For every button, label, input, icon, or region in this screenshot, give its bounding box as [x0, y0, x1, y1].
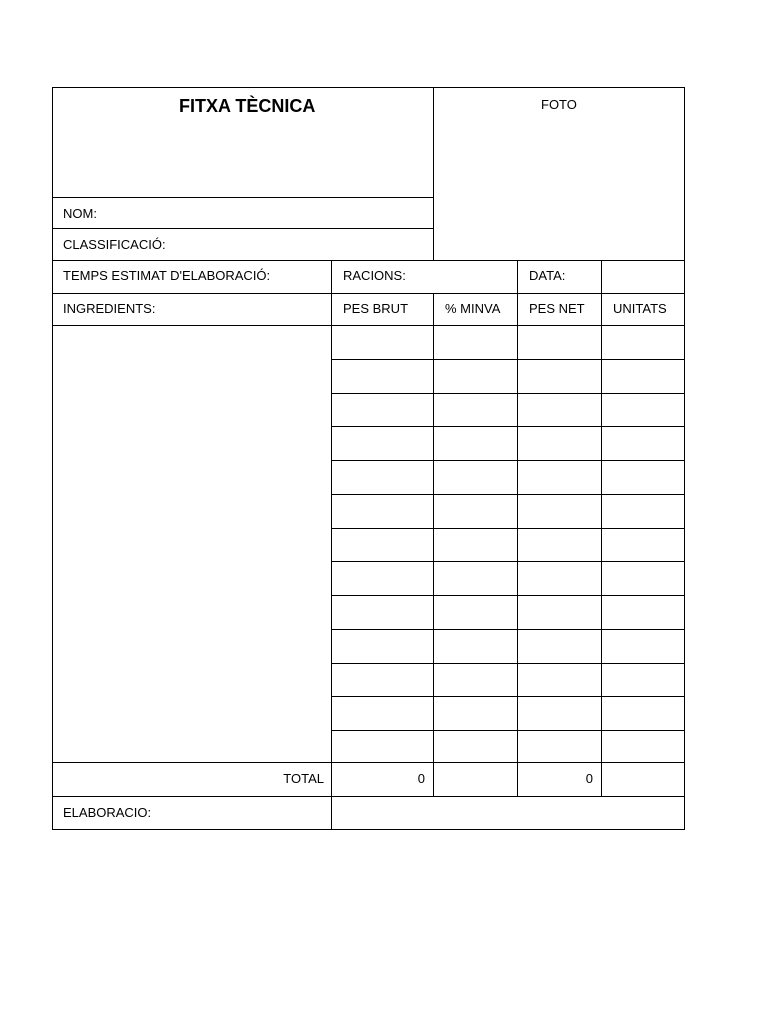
pes-net-cell[interactable]	[517, 426, 602, 461]
ingredients-area[interactable]	[52, 325, 332, 763]
pes-brut-cell[interactable]	[331, 325, 434, 360]
unitats-cell[interactable]	[601, 629, 685, 664]
pes-net-cell[interactable]	[517, 629, 602, 664]
minva-cell[interactable]	[433, 595, 518, 630]
pes-brut-cell[interactable]	[331, 629, 434, 664]
unitats-cell[interactable]	[601, 528, 685, 562]
pes-net-cell[interactable]	[517, 460, 602, 495]
photo-box[interactable]	[433, 87, 685, 261]
nom-field[interactable]	[52, 197, 434, 229]
ingredients-header-label: INGREDIENTS:	[63, 301, 156, 316]
pes-brut-cell[interactable]	[331, 393, 434, 427]
unitats-cell[interactable]	[601, 663, 685, 697]
minva-cell[interactable]	[433, 528, 518, 562]
data-value-cell[interactable]	[601, 260, 685, 294]
total-pes-net: 0	[585, 771, 593, 786]
pes-brut-cell[interactable]	[331, 359, 434, 394]
minva-cell[interactable]	[433, 393, 518, 427]
elaboracio-label: ELABORACIO:	[63, 805, 152, 820]
minva-cell[interactable]	[433, 325, 518, 360]
total-label: TOTAL	[283, 771, 324, 786]
elaboracio-field[interactable]	[331, 796, 685, 830]
unitats-cell[interactable]	[601, 325, 685, 360]
unitats-cell[interactable]	[601, 460, 685, 495]
pes-brut-cell[interactable]	[331, 494, 434, 529]
unitats-cell[interactable]	[601, 696, 685, 731]
unitats-cell[interactable]	[601, 730, 685, 765]
unitats-cell[interactable]	[601, 494, 685, 529]
pes-brut-cell[interactable]	[331, 663, 434, 697]
pes-brut-cell[interactable]	[331, 730, 434, 765]
pes-net-cell[interactable]	[517, 494, 602, 529]
pes-net-cell[interactable]	[517, 359, 602, 394]
pes-net-cell[interactable]	[517, 696, 602, 731]
racions-label: RACIONS:	[343, 268, 406, 283]
temps-label: TEMPS ESTIMAT D'ELABORACIÓ:	[63, 268, 271, 283]
page-title: FITXA TÈCNICA	[179, 96, 316, 116]
pes-net-cell[interactable]	[517, 595, 602, 630]
unitats-cell[interactable]	[601, 393, 685, 427]
pes-brut-cell[interactable]	[331, 426, 434, 461]
minva-header-label: % MINVA	[445, 301, 501, 316]
total-minva-cell	[433, 762, 518, 797]
minva-cell[interactable]	[433, 663, 518, 697]
pes-net-cell[interactable]	[517, 393, 602, 427]
total-pes-brut: 0	[417, 771, 425, 786]
data-label: DATA:	[529, 268, 566, 283]
unitats-cell[interactable]	[601, 426, 685, 461]
minva-cell[interactable]	[433, 426, 518, 461]
pes-brut-cell[interactable]	[331, 561, 434, 596]
nom-label: NOM:	[63, 206, 97, 221]
pes-net-cell[interactable]	[517, 561, 602, 596]
minva-cell[interactable]	[433, 730, 518, 765]
unitats-cell[interactable]	[601, 561, 685, 596]
pes-brut-cell[interactable]	[331, 595, 434, 630]
pes-net-header-label: PES NET	[529, 301, 585, 316]
minva-cell[interactable]	[433, 494, 518, 529]
unitats-header-label: UNITATS	[613, 301, 667, 316]
minva-cell[interactable]	[433, 561, 518, 596]
pes-net-cell[interactable]	[517, 528, 602, 562]
pes-net-cell[interactable]	[517, 730, 602, 765]
pes-brut-cell[interactable]	[331, 460, 434, 495]
pes-net-cell[interactable]	[517, 325, 602, 360]
minva-cell[interactable]	[433, 629, 518, 664]
pes-brut-cell[interactable]	[331, 696, 434, 731]
classificacio-label: CLASSIFICACIÓ:	[63, 237, 166, 252]
total-unitats-cell	[601, 762, 685, 797]
pes-net-cell[interactable]	[517, 663, 602, 697]
pes-brut-header-label: PES BRUT	[343, 301, 409, 316]
photo-label: FOTO	[541, 97, 577, 112]
minva-cell[interactable]	[433, 460, 518, 495]
unitats-cell[interactable]	[601, 595, 685, 630]
minva-cell[interactable]	[433, 696, 518, 731]
minva-cell[interactable]	[433, 359, 518, 394]
unitats-cell[interactable]	[601, 359, 685, 394]
pes-brut-cell[interactable]	[331, 528, 434, 562]
